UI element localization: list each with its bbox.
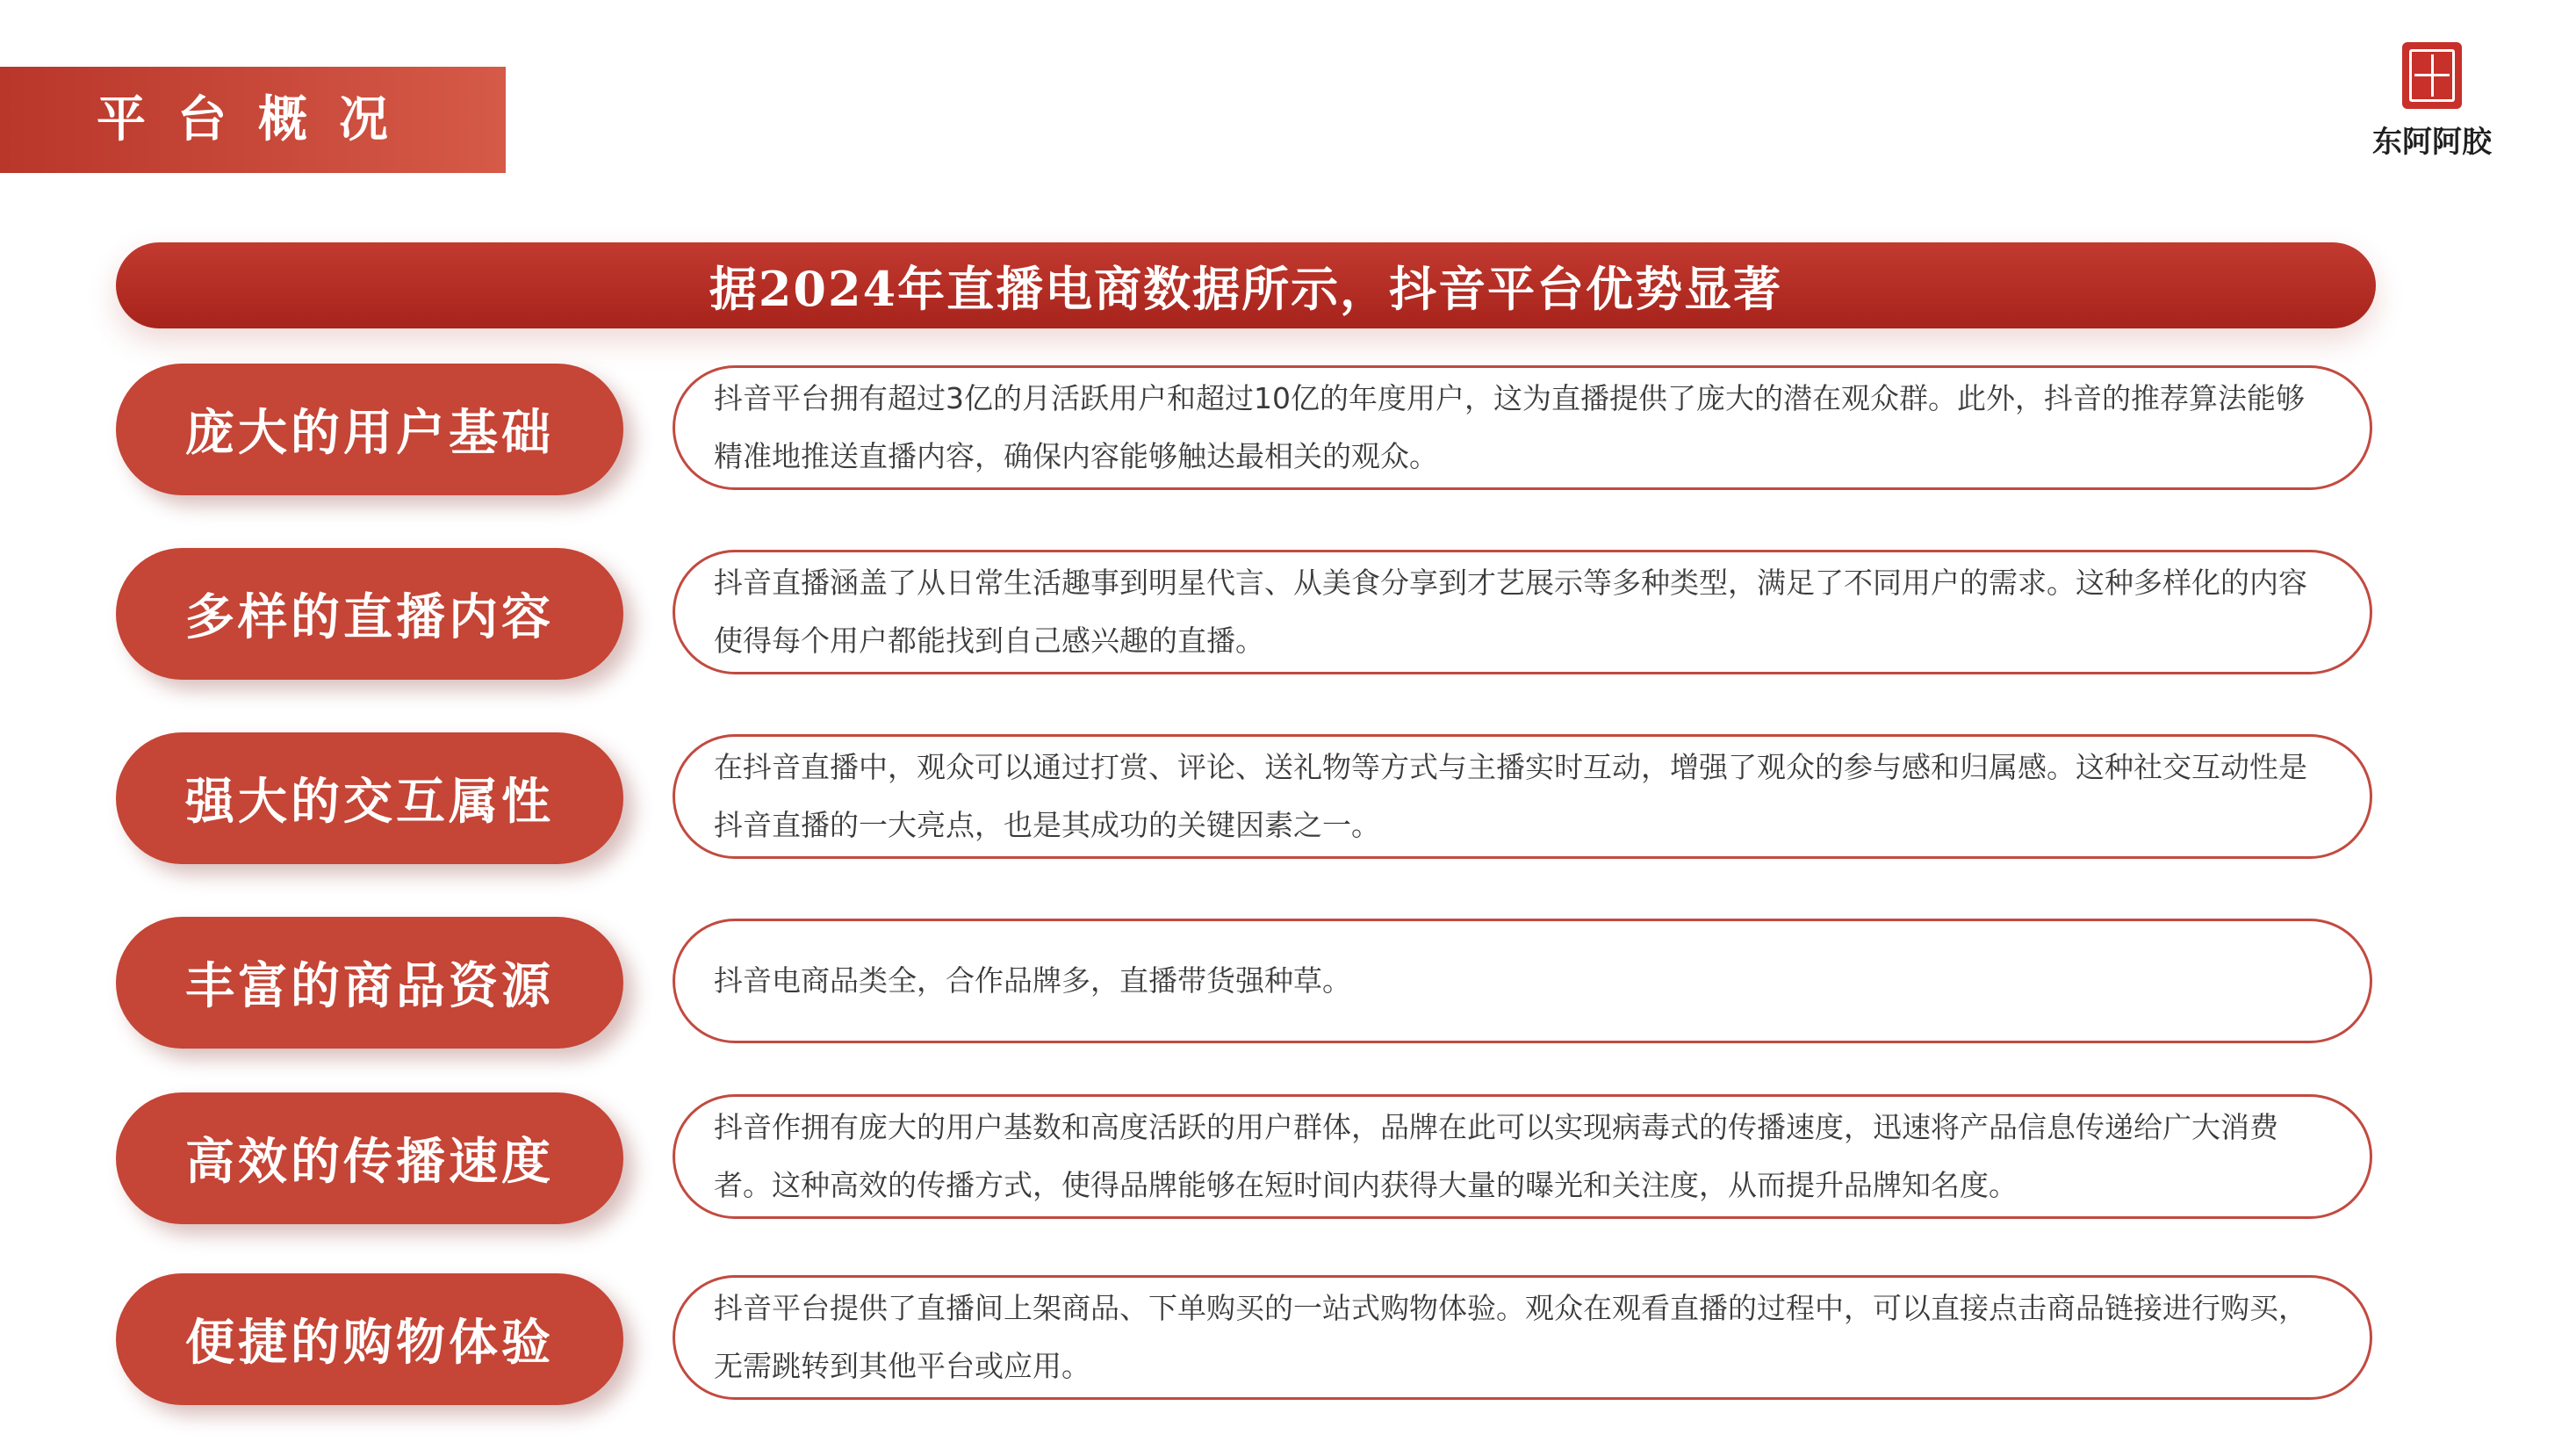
seal-icon bbox=[2402, 42, 2462, 109]
feature-description-box bbox=[673, 919, 2372, 1043]
feature-title: 高效的传播速度 bbox=[185, 1133, 554, 1191]
feature-description-box bbox=[673, 1094, 2372, 1219]
feature-title-pill bbox=[116, 548, 623, 680]
feature-description: 在抖音直播中，观众可以通过打赏、评论、送礼物等方式与主播实时互动，增强了观众的参与感和归属感。这种社交互动性是抖音直播的一大亮点，也是其成功的关键因素之一。 bbox=[714, 750, 2307, 842]
feature-row bbox=[0, 732, 2576, 864]
headline-text: 据2024年直播电商数据所示，抖音平台优势显著 bbox=[709, 260, 1783, 317]
feature-title: 便捷的购物体验 bbox=[185, 1314, 554, 1372]
feature-row bbox=[0, 917, 2576, 1049]
feature-description-box bbox=[673, 550, 2372, 674]
feature-row bbox=[0, 364, 2576, 495]
feature-description-box bbox=[673, 1275, 2372, 1400]
feature-title-pill bbox=[116, 1092, 623, 1224]
page-title: 平台概况 bbox=[97, 90, 420, 148]
feature-description: 抖音平台提供了直播间上架商品、下单购买的一站式购物体验。观众在观看直播的过程中，可以直接点击商品链接进行购买，无需跳转到其他平台或应用。 bbox=[714, 1291, 2307, 1383]
feature-row bbox=[0, 548, 2576, 680]
brand-logo bbox=[2362, 42, 2502, 161]
feature-title: 庞大的用户基础 bbox=[185, 404, 554, 462]
feature-title: 丰富的商品资源 bbox=[185, 957, 554, 1015]
brand-name: 东阿阿胶 bbox=[2372, 125, 2492, 160]
headline-banner bbox=[116, 242, 2376, 328]
feature-title: 强大的交互属性 bbox=[185, 773, 554, 831]
feature-row bbox=[0, 1092, 2576, 1224]
feature-description: 抖音直播涵盖了从日常生活趣事到明星代言、从美食分享到才艺展示等多种类型，满足了不同用户的需求。这种多样化的内容使得每个用户都能找到自己感兴趣的直播。 bbox=[714, 566, 2307, 658]
section-header bbox=[0, 67, 506, 173]
feature-title-pill bbox=[116, 364, 623, 495]
feature-row bbox=[0, 1273, 2576, 1405]
feature-description: 抖音电商品类全，合作品牌多，直播带货强种草。 bbox=[714, 963, 1351, 998]
feature-description: 抖音平台拥有超过3亿的月活跃用户和超过10亿的年度用户，这为直播提供了庞大的潜在观众群。此外，抖音的推荐算法能够精准地推送直播内容，确保内容能够触达最相关的观众。 bbox=[714, 381, 2305, 473]
feature-title-pill bbox=[116, 1273, 623, 1405]
feature-title-pill bbox=[116, 732, 623, 864]
feature-description: 抖音作拥有庞大的用户基数和高度活跃的用户群体，品牌在此可以实现病毒式的传播速度，迅速将产品信息传递给广大消费者。这种高效的传播方式，使得品牌能够在短时间内获得大量的曝光和关注度，从而提升品牌知名度。 bbox=[714, 1110, 2278, 1202]
feature-title-pill bbox=[116, 917, 623, 1049]
feature-description-box bbox=[673, 734, 2372, 859]
feature-title: 多样的直播内容 bbox=[185, 588, 554, 646]
feature-description-box bbox=[673, 365, 2372, 490]
